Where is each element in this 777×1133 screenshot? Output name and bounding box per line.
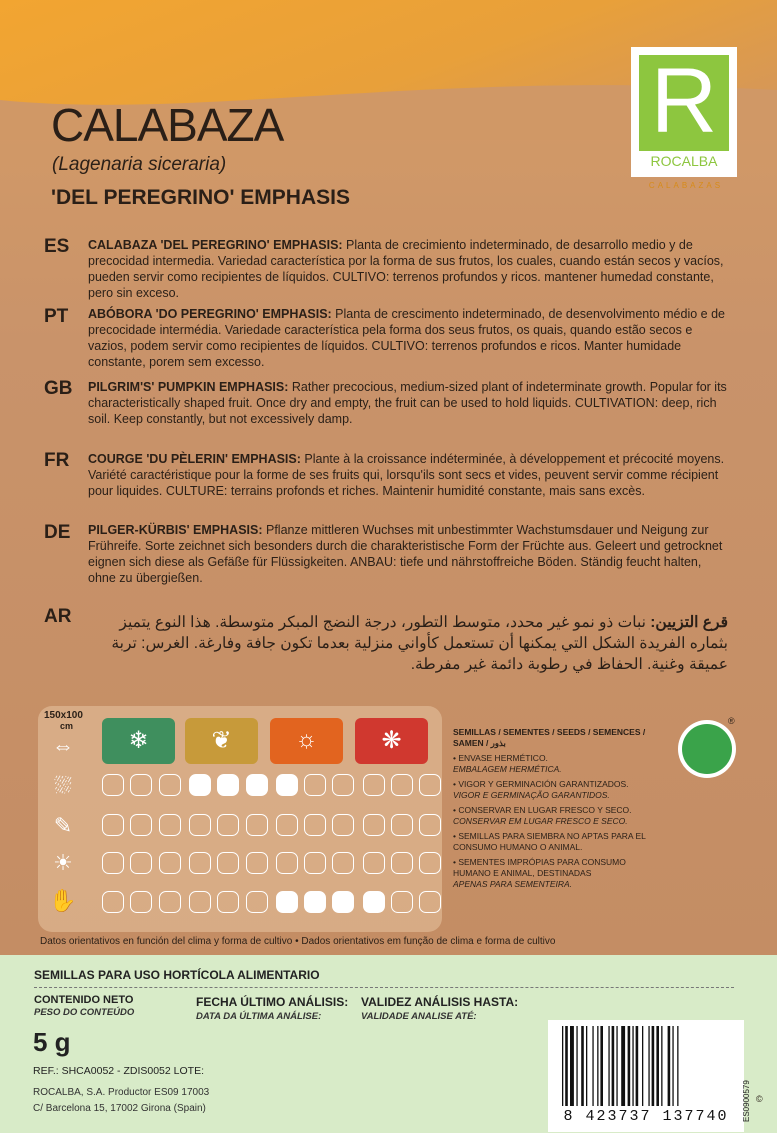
barcode-bar <box>562 1026 563 1106</box>
calendar-cell-harvest <box>130 891 152 913</box>
usage-label: SEMILLAS PARA USO HORTÍCOLA ALIMENTARIO <box>34 968 320 982</box>
calendar-cell-sowing-seedbed <box>276 774 298 796</box>
seeds-info-item: • ENVASE HERMÉTICO. EMBALAGEM HERMÉTICA. <box>453 753 562 774</box>
calendar-cell-harvest <box>304 891 326 913</box>
barcode-bar <box>592 1026 593 1106</box>
calendar-cell-transplant <box>217 852 239 874</box>
barcode-bars <box>562 1026 734 1106</box>
reference-lot: REF.: SHCA0052 - ZDIS0052 LOTE: <box>33 1065 204 1077</box>
calendar-cell-harvest <box>419 891 441 913</box>
registered-mark: ® <box>728 716 735 726</box>
calendar-cell-transplant <box>419 852 441 874</box>
description-gb: PILGRIM'S' PUMPKIN EMPHASIS: Rather precocious, medium-sized plant of indeterminate growth. Popular for its characteristically shaped fruit. Once dry and empty, the fruit can be used to hold liquids. CULTIVATION: deep, rich soil. Keep constantly, but not excessively damp. <box>88 380 727 426</box>
spacing-unit: cm <box>60 721 74 731</box>
harvest-icon: ✋ <box>49 888 77 913</box>
calendar-cell-sowing-seedbed <box>189 774 211 796</box>
net-content-label-pt: PESO DO CONTEÚDO <box>34 1007 135 1018</box>
calendar-cell-sowing-direct <box>130 814 152 836</box>
barcode-bar <box>581 1026 584 1106</box>
copyright-mark: © <box>756 1094 763 1104</box>
calendar-cell-sowing-direct <box>304 814 326 836</box>
barcode-bar <box>600 1026 603 1106</box>
barcode-bar <box>616 1026 617 1106</box>
validity-label-pt: VALIDADE ANALISE ATÉ: <box>361 1011 477 1022</box>
seedbed-sowing-icon: ⛆ <box>54 773 72 798</box>
calendar-cell-transplant <box>332 852 354 874</box>
seeds-info <box>453 727 653 890</box>
calendar-cell-transplant <box>159 852 181 874</box>
calendar-cell-sowing-direct <box>246 814 268 836</box>
transplant-icon: ☀ <box>53 850 73 875</box>
barcode <box>548 1020 744 1132</box>
barcode-bar <box>668 1026 671 1106</box>
calendar-cell-transplant <box>246 852 268 874</box>
description-fr: COURGE 'DU PÈLERIN' EMPHASIS: Plante à la croissance indéterminée, à développement et précocité moyens. Variété caractéristique pour la forme de ses fruits qui, lorsqu'ils sont secs et vides, peuvent servir comme récipient pour liquides. CULTURE: terrains profonds et riches. Maintenir humidité constante, mais sans excès. <box>88 452 725 498</box>
calendar-cell-sowing-seedbed <box>217 774 239 796</box>
barcode-number: 8 423737 137740 <box>563 1108 729 1125</box>
calendar-cell-sowing-seedbed <box>332 774 354 796</box>
calendar-cell-sowing-direct <box>391 814 413 836</box>
description-es: CALABAZA 'DEL PEREGRINO' EMPHASIS: Planta de crecimiento indeterminado, de desarrollo medio y de precocidad intermedia. Variedad característica por la forma de sus frutos, los cuales, cuando están secos y vacíos, pueden servir como recipientes de líquidos. CULTIVO: terrenos profundos y ricos. mantener humedad constante, pero sin exceso. <box>88 238 724 300</box>
producer-info: ROCALBA, S.A. Productor ES09 17003 <box>33 1087 210 1098</box>
calendar-cell-sowing-seedbed <box>391 774 413 796</box>
barcode-bar <box>677 1026 678 1106</box>
brand-subtitle: CALABAZAS <box>648 181 724 190</box>
calendar-cell-harvest <box>332 891 354 913</box>
validity-label: VALIDEZ ANÁLISIS HASTA: <box>361 995 519 1009</box>
seeds-info-item: • VIGOR Y GERMINACIÓN GARANTIZADOS. VIGOR E GERMINAÇÃO GARANTIDOS. <box>453 779 629 800</box>
calendar-cell-harvest <box>217 891 239 913</box>
season-spring <box>185 718 258 764</box>
product-title: CALABAZA <box>51 99 284 151</box>
barcode-bar <box>648 1026 649 1106</box>
calendar-cell-transplant <box>189 852 211 874</box>
lang-code-gb: GB <box>44 378 73 399</box>
seeds-info-header: SEMILLAS / SEMENTES / SEEDS / SEMENCES / SAMEN / بذور <box>453 727 646 748</box>
rocalba-logo: R ROCALBA <box>631 47 737 177</box>
calendar-cell-sowing-seedbed <box>246 774 268 796</box>
variety-name: 'DEL PEREGRINO' EMPHASIS <box>51 186 350 209</box>
brand-name: ROCALBA <box>650 153 718 169</box>
calendar-cell-sowing-direct <box>363 814 385 836</box>
season-summer <box>270 718 343 764</box>
barcode-bar <box>586 1026 587 1106</box>
barcode-bar <box>628 1026 631 1106</box>
latin-name: (Lagenaria siceraria) <box>52 154 227 175</box>
calendar-cell-sowing-seedbed <box>304 774 326 796</box>
barcode-bar <box>672 1026 673 1106</box>
barcode-bar <box>652 1026 655 1106</box>
calendar-cell-sowing-direct <box>102 814 124 836</box>
snowflake-icon: ❄ <box>128 727 149 754</box>
barcode-bar <box>570 1026 574 1106</box>
calendar-cell-transplant <box>276 852 298 874</box>
description-ar: قرع التزيين: نبات ذو نمو غير محدد، متوسط التطور، درجة النضج المبكر متوسطة. هذا النوع يتميز بثماره الفريدة الشكل التي يمكنها أن تستعمل كأواني منزلية بعدما تكون جافة وفارغة. الغرس: تربة عميقة وغنية. الحفاظ في رطوبة دائمة غير مفرطة. <box>111 614 728 673</box>
lang-code-es: ES <box>44 236 70 257</box>
calendar-cell-sowing-direct <box>217 814 239 836</box>
analysis-date-label: FECHA ÚLTIMO ANÁLISIS: <box>196 995 349 1009</box>
net-weight: 5 g <box>33 1027 71 1057</box>
calendar-cell-harvest <box>391 891 413 913</box>
calendar-cell-sowing-direct <box>189 814 211 836</box>
calendar-cell-sowing-seedbed <box>363 774 385 796</box>
barcode-bar <box>597 1026 598 1106</box>
description-pt: ABÓBORA 'DO PEREGRINO' EMPHASIS: Planta de crescimento indeterminado, de desenvolvimento médio e de precocidade intermédia. Variedade característica pela forma dos seus frutos, os quais, quando estão secos e vazios, podem servir como recipientes de líquidos. CULTIVO: terrenos profundos e ricos. Manter humidade constante, porem sem excesso. <box>88 307 725 369</box>
barcode-bar <box>642 1026 643 1106</box>
barcode-bar <box>636 1026 639 1106</box>
calendar-cell-harvest <box>363 891 385 913</box>
calendar-cell-harvest <box>102 891 124 913</box>
calendar-cell-sowing-seedbed <box>419 774 441 796</box>
analysis-date-label-pt: DATA DA ÚLTIMA ANÁLISE: <box>196 1011 322 1022</box>
calendar-cell-harvest <box>276 891 298 913</box>
calendar-cell-harvest <box>159 891 181 913</box>
calendar-cell-sowing-seedbed <box>102 774 124 796</box>
calendar-cell-sowing-direct <box>159 814 181 836</box>
calendar-cell-transplant <box>391 852 413 874</box>
lang-code-fr: FR <box>44 450 70 471</box>
calendar-cell-sowing-seedbed <box>159 774 181 796</box>
calendar-cell-harvest <box>189 891 211 913</box>
barcode-bar <box>661 1026 662 1106</box>
calendar-cell-sowing-direct <box>419 814 441 836</box>
seeds-info-item: • CONSERVAR EN LUGAR FRESCO Y SECO. CONSERVAR EM LUGAR FRESCO E SECO. <box>453 805 632 826</box>
net-content-label: CONTENIDO NETO <box>34 994 134 1006</box>
calendar-cell-sowing-direct <box>332 814 354 836</box>
lang-code-ar: AR <box>44 606 72 627</box>
barcode-bar <box>621 1026 625 1106</box>
calendar-cell-transplant <box>102 852 124 874</box>
calendar-cell-sowing-direct <box>276 814 298 836</box>
barcode-bar <box>656 1026 659 1106</box>
calendar-cell-transplant <box>304 852 326 874</box>
leaf-icon: ❦ <box>211 727 232 754</box>
calendar-cell-transplant <box>130 852 152 874</box>
barcode-bar <box>565 1026 568 1106</box>
plant-spacing-icon: ⇔ <box>52 733 74 758</box>
barcode-bar <box>612 1026 615 1106</box>
green-dot-icon <box>678 720 736 778</box>
lang-code-pt: PT <box>44 306 69 327</box>
calendar-cell-sowing-seedbed <box>130 774 152 796</box>
seeds-info-item: • SEMENTES IMPRÓPIAS PARA CONSUMO HUMANO E ANIMAL, DESTINADAS APENAS PARA SEMENTEIRA. <box>453 857 626 889</box>
barcode-bar <box>608 1026 609 1106</box>
season-winter <box>102 718 175 764</box>
disclaimer-note: Datos orientativos en función del clima y forma de cultivo • Dados orientativos em função de clima e forma de cultivo <box>40 936 556 947</box>
barcode-bar <box>576 1026 577 1106</box>
direct-sowing-icon: ✎ <box>53 813 73 838</box>
calendar-cell-harvest <box>246 891 268 913</box>
spacing-label: 150x100 <box>44 710 83 721</box>
address: C/ Barcelona 15, 17002 Girona (Spain) <box>33 1103 206 1114</box>
dashed-divider <box>34 987 734 988</box>
calendar-cell-transplant <box>363 852 385 874</box>
seeds-info-item: • SEMILLAS PARA SIEMBRA NO APTAS PARA EL CONSUMO HUMANO O ANIMAL. <box>453 831 646 852</box>
barcode-bar <box>632 1026 633 1106</box>
sun-icon: ☼ <box>295 726 318 753</box>
season-autumn <box>355 718 428 764</box>
description-de: PILGER-KÜRBIS' EMPHASIS: Pflanze mittleren Wuchses mit unbestimmter Wachstumsdauer und Neigung zur Frühreife. Sorte zeichnet sich besonders durch die charakteristische Form der Früchte aus. Geleert und getrocknet eignen sich diese als Gefäße für Flüssigkeiten. ANBAU: tiefe und nährstoffreiche Böden. Ständig feucht halten, ohne zu übergießen. <box>88 523 723 585</box>
lang-code-de: DE <box>44 522 71 543</box>
side-code: ES0900579 <box>742 1080 751 1122</box>
maple-leaf-icon: ❋ <box>381 727 402 754</box>
